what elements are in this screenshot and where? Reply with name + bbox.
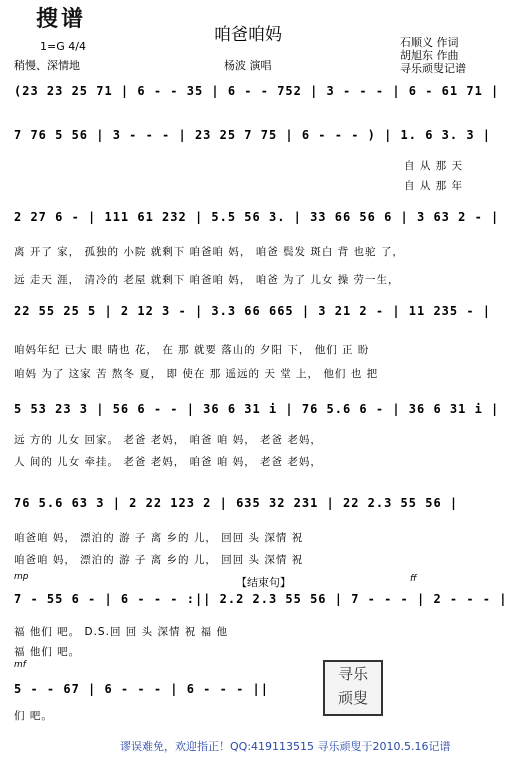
singer-credit: 杨波 演唱 [224, 59, 272, 72]
key-signature: 1=G 4/4 [40, 40, 86, 53]
lyric-line-4a: 咱妈年纪 已大 眼 睛也 花， 在 那 就要 落山的 夕阳 下， 他们 正 盼 [14, 344, 370, 356]
score-line-2: 7 76 5 56 | 3 - - - | 23 25 7 75 | 6 - - - ) | 1. 6 3. 3 | [14, 128, 492, 142]
lyric-line-7a: 福 他们 吧。 D.S.回 回 头 深情 祝 福 他 [14, 626, 228, 638]
score-line-6: 76 5.6 63 3 | 2 22 123 2 | 635 32 231 | 22 2.3 55 56 | [14, 496, 459, 510]
score-line-5: 5 53 23 3 | 56 6 - - | 36 6 31 i | 76 5.6 6 - | 36 6 31 i | [14, 402, 500, 416]
score-line-1: (23 23 25 71 | 6 - - 35 | 6 - - 752 | 3 - - - | 6 - 61 71 | [14, 84, 500, 98]
lyric-line-5b: 人 间的 儿女 牵挂。 老爸 老妈， 咱爸 咱 妈， 老爸 老妈， [14, 456, 322, 468]
score-line-3: 2 27 6 - | 111 61 232 | 5.5 56 3. | 33 66 56 6 | 3 63 2 - | [14, 210, 500, 224]
lyricist-credit: 石顺义 作词 [400, 36, 459, 49]
score-line-8: 5 - - 67 | 6 - - - | 6 - - - || [14, 682, 269, 696]
song-title: 咱爸咱妈 [214, 25, 282, 45]
transcriber-credit: 寻乐顽叟记谱 [400, 62, 466, 75]
lyric-line-3a: 离 开了 家， 孤独的 小院 就剩下 咱爸咱 妈， 咱爸 鬓发 斑白 背 也驼 了， [14, 246, 404, 258]
transcriber-seal: 寻乐 顽叟 [323, 660, 383, 716]
score-line-4: 22 55 25 5 | 2 12 3 - | 3.3 66 665 | 3 21 2 - | 11 235 - | [14, 304, 492, 318]
score-line-7: 7 - 55 6 - | 6 - - - :|| 2.2 2.3 55 56 | 7 - - - | 2 - - - | [14, 592, 508, 606]
lyric-line-6b: 咱爸咱 妈， 漂泊的 游 子 离 乡的 儿， 回回 头 深情 祝 [14, 554, 304, 566]
lyric-line-7b: 福 他们 吧。 [14, 646, 81, 658]
lyric-line-3b: 远 走天 涯， 清冷的 老屋 就剩下 咱爸咱 妈， 咱爸 为了 儿女 操 劳一生， [14, 274, 400, 286]
dynamic-mf: mf [14, 660, 26, 670]
site-logo: 搜谱 [36, 6, 87, 32]
lyric-line-6a: 咱爸咱 妈， 漂泊的 游 子 离 乡的 儿， 回回 头 深情 祝 [14, 532, 304, 544]
footer-note: 谬误难免，欢迎指正！QQ:419113515 寻乐顽叟于2010.5.16记谱 [120, 740, 451, 753]
lyric-line-4b: 咱妈 为了 这家 苦 熬冬 夏， 即 使在 那 遥远的 天 堂 上， 他们 也 把 [14, 368, 379, 380]
composer-credit: 胡旭东 作曲 [400, 49, 459, 62]
lyric-line-2a: 自 从 那 天 [404, 160, 464, 172]
dynamic-mp: mp [14, 572, 29, 582]
lyric-line-8a: 们 吧。 [14, 710, 53, 722]
dynamic-ff: ff [410, 574, 417, 584]
lyric-line-2b: 自 从 那 年 [404, 180, 464, 192]
tempo-marking: 稍慢、深情地 [14, 59, 80, 72]
coda-label: 【结束句】 [236, 576, 291, 589]
lyric-line-5a: 远 方的 儿女 回家。 老爸 老妈， 咱爸 咱 妈， 老爸 老妈， [14, 434, 322, 446]
